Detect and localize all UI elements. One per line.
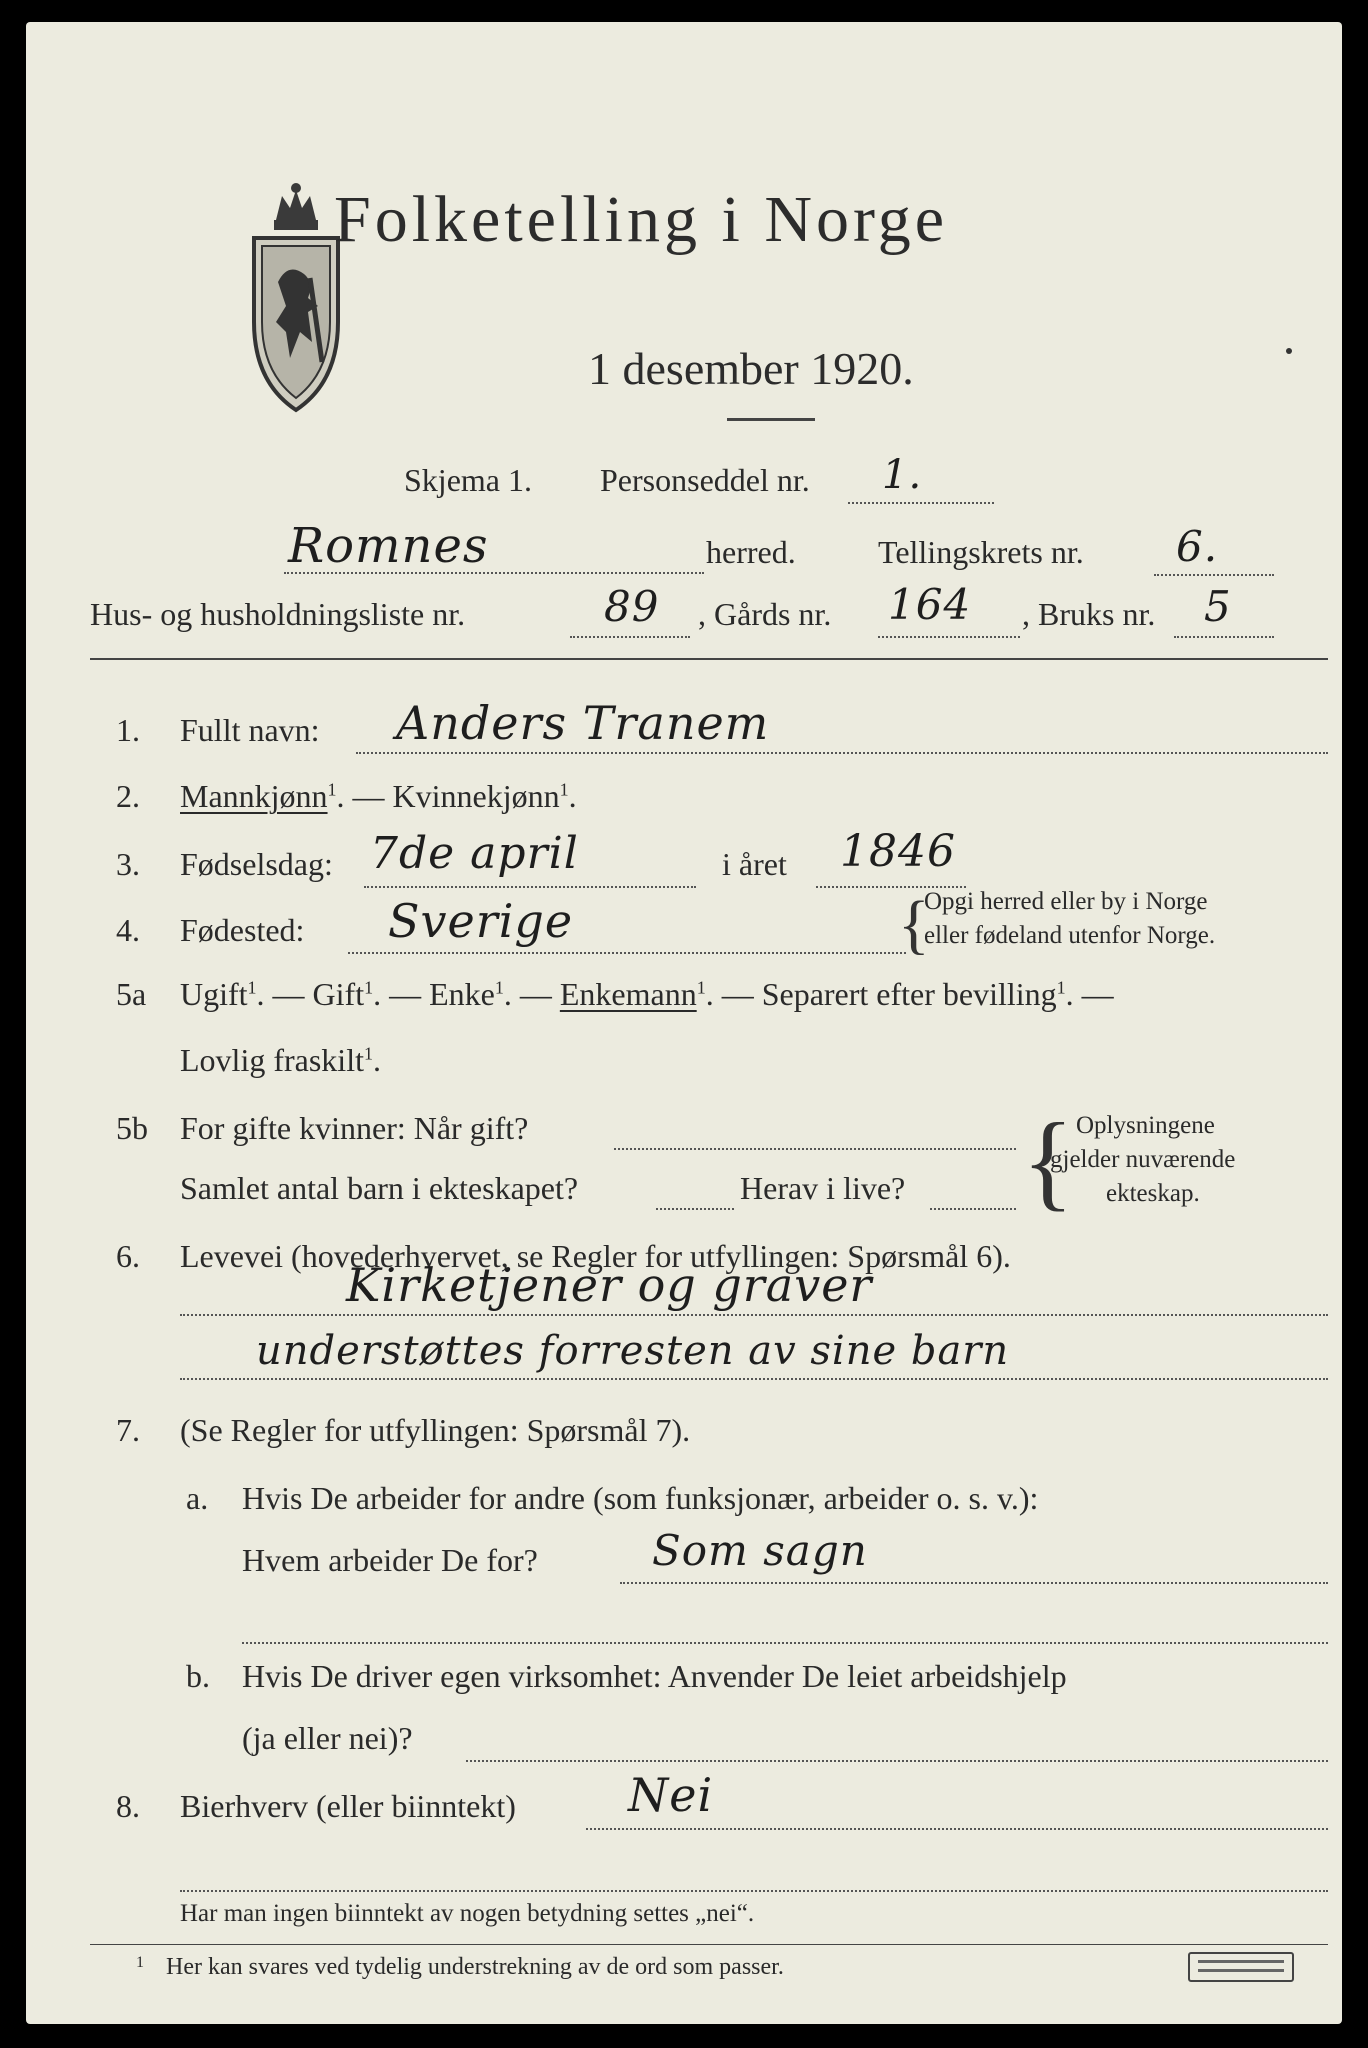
bruks-value[interactable]: 5	[1204, 582, 1232, 631]
q5b-number: 5b	[116, 1110, 148, 1146]
q2-gender-options	[180, 778, 577, 815]
q2-number: 2.	[116, 778, 140, 814]
q5b-children-label: Samlet antal barn i ekteskapet?	[180, 1170, 579, 1206]
q7a-extra-dots	[242, 1642, 1328, 1644]
q2-male-option[interactable]: Mannkjønn	[180, 778, 328, 814]
printer-stamp	[1188, 1952, 1294, 1982]
q4-label: Fødested:	[180, 912, 305, 948]
q8-dots	[586, 1828, 1328, 1830]
q3-birth-year-value[interactable]: 1846	[840, 826, 956, 877]
q7-number: 7.	[116, 1412, 140, 1448]
q5b-married-dots[interactable]	[614, 1148, 1016, 1150]
household-list-dots	[570, 636, 690, 638]
q1-number: 1.	[116, 712, 140, 748]
q8-number: 8.	[116, 1788, 140, 1824]
q5a-fraskilt-option[interactable]: Lovlig fraskilt	[180, 1042, 364, 1078]
q5a-enke-option[interactable]: . — Enke	[373, 976, 495, 1012]
q4-dots	[348, 952, 906, 954]
q5a-line2	[180, 1042, 381, 1079]
tellingskrets-label: Tellingskrets nr.	[878, 534, 1084, 570]
footnote-text: Her kan svares ved tydelig understrekning av de ord som passer.	[166, 1954, 784, 1980]
q5a-gift-option[interactable]: . — Gift	[256, 976, 365, 1012]
q4-note-line1: Opgi herred eller by i Norge	[924, 888, 1208, 915]
q6-line1-dots	[180, 1314, 1328, 1316]
q5b-children-dots[interactable]	[656, 1208, 734, 1210]
q3-birthday-value[interactable]: 7de april	[370, 828, 579, 879]
q4-number: 4.	[116, 912, 140, 948]
q8-extra-dots	[180, 1890, 1328, 1892]
q3-year-label: i året	[722, 846, 787, 882]
q2-sup-2: 1	[559, 779, 569, 800]
household-list-label: Hus- og husholdningsliste nr.	[90, 596, 466, 632]
form-date: 1 desember 1920.	[588, 343, 914, 394]
q5b-alive-dots[interactable]	[930, 1208, 1016, 1210]
q5b-note-line3: ekteskap.	[1106, 1180, 1200, 1207]
q5a-sup-5: 1	[1056, 977, 1066, 998]
personseddel-label: Personseddel nr.	[600, 462, 810, 498]
form-title: Folketelling i Norge	[334, 183, 949, 256]
bruks-label: , Bruks nr.	[1022, 596, 1156, 632]
q5b-label: For gifte kvinner: Når gift?	[180, 1110, 529, 1146]
q5b-note-line1: Oplysningene	[1076, 1112, 1215, 1139]
q1-full-name-value[interactable]: Anders Tranem	[396, 696, 770, 750]
header-divider	[90, 658, 1328, 660]
q5a-sup-2: 1	[364, 977, 374, 998]
q7a-employer-dots	[620, 1582, 1328, 1584]
q1-label: Fullt navn:	[180, 712, 320, 748]
q5b-note-brace: {	[1022, 1102, 1074, 1221]
household-list-value[interactable]: 89	[604, 582, 660, 631]
q2-sup-1: 1	[327, 779, 337, 800]
q5a-ugift-option[interactable]: Ugift	[180, 976, 248, 1012]
q2-female-option[interactable]: . — Kvinnekjønn	[336, 778, 560, 814]
tellingskrets-dots	[1154, 574, 1274, 576]
q6-label: Levevei (hovederhvervet, se Regler for utfyllingen: Spørsmål 6).	[180, 1238, 1011, 1274]
schema-label: Skjema 1.	[404, 462, 532, 498]
q7a-employer-value[interactable]: Som sagn	[652, 1526, 868, 1575]
herred-value[interactable]: Romnes	[288, 518, 489, 574]
q7b-answer-dots[interactable]	[466, 1760, 1328, 1762]
title-divider	[727, 418, 815, 421]
q7a-number: a.	[186, 1480, 209, 1516]
q5a-sup-1: 1	[247, 977, 257, 998]
printer-stamp-line-1	[1198, 1960, 1284, 1963]
q7a-employer-label: Hvem arbeider De for?	[242, 1542, 538, 1578]
gards-dots	[878, 636, 1020, 638]
q5a-sup-6: 1	[363, 1043, 373, 1064]
q6-line2-dots	[180, 1378, 1328, 1380]
q7-label: (Se Regler for utfyllingen: Spørsmål 7).	[180, 1412, 691, 1448]
personseddel-value[interactable]: 1.	[882, 452, 923, 498]
herred-label: herred.	[706, 534, 796, 570]
q3-label: Fødselsdag:	[180, 846, 333, 882]
q5a-separert-option[interactable]: . — Separert efter bevilling	[705, 976, 1057, 1012]
q7b-question: (ja eller nei)?	[242, 1720, 413, 1756]
q6-number: 6.	[116, 1238, 140, 1274]
bruks-dots	[1174, 636, 1274, 638]
q3-number: 3.	[116, 846, 140, 882]
printer-stamp-line-2	[1198, 1969, 1284, 1972]
q6-occupation-value-2[interactable]: understøttes forresten av sine barn	[256, 1328, 1010, 1374]
q4-note-brace: {	[898, 888, 930, 961]
personseddel-dots	[848, 502, 994, 504]
q5a-dash-end: . —	[1065, 976, 1114, 1012]
q7b-label: Hvis De driver egen virksomhet: Anvender De leiet arbeidshjelp	[242, 1658, 1067, 1694]
census-form-sheet	[26, 22, 1342, 2024]
q5a-sup-4: 1	[696, 977, 706, 998]
gards-label: , Gårds nr.	[698, 596, 832, 632]
tellingskrets-value[interactable]: 6.	[1176, 522, 1219, 571]
q5b-note-line2: gjelder nuværende	[1050, 1146, 1236, 1173]
q3-day-dots	[364, 886, 696, 888]
footnote-mark: 1	[136, 1954, 144, 1971]
q4-note-line2: eller fødeland utenfor Norge.	[924, 922, 1216, 949]
q7b-number: b.	[186, 1658, 210, 1694]
q5a-line2-end: .	[372, 1042, 381, 1078]
q5a-marital-options	[180, 976, 1114, 1013]
footer-note: Har man ingen biinntekt av nogen betydning settes „nei“.	[180, 1900, 755, 1927]
footer-divider	[90, 1944, 1328, 1945]
q7a-label: Hvis De arbeider for andre (som funksjonær, arbeider o. s. v.):	[242, 1480, 1039, 1516]
q6-occupation-value[interactable]: Kirketjener og graver	[346, 1258, 873, 1312]
q5a-sup-3: 1	[494, 977, 504, 998]
q5b-alive-label: Herav i live?	[740, 1170, 906, 1206]
ink-dot	[1286, 348, 1292, 354]
q5a-dash: . —	[503, 976, 552, 1012]
q1-dots	[356, 752, 1328, 754]
q5a-number: 5a	[116, 976, 147, 1012]
q2-end: .	[568, 778, 577, 814]
gards-value[interactable]: 164	[888, 580, 972, 629]
q4-birthplace-value[interactable]: Sverige	[388, 894, 574, 948]
coat-of-arms-icon	[248, 182, 344, 414]
q8-side-income-value[interactable]: Nei	[628, 1768, 714, 1822]
q5a-enkemann-option[interactable]: Enkemann	[559, 976, 697, 1012]
q8-label: Bierhverv (eller biinntekt)	[180, 1788, 516, 1824]
